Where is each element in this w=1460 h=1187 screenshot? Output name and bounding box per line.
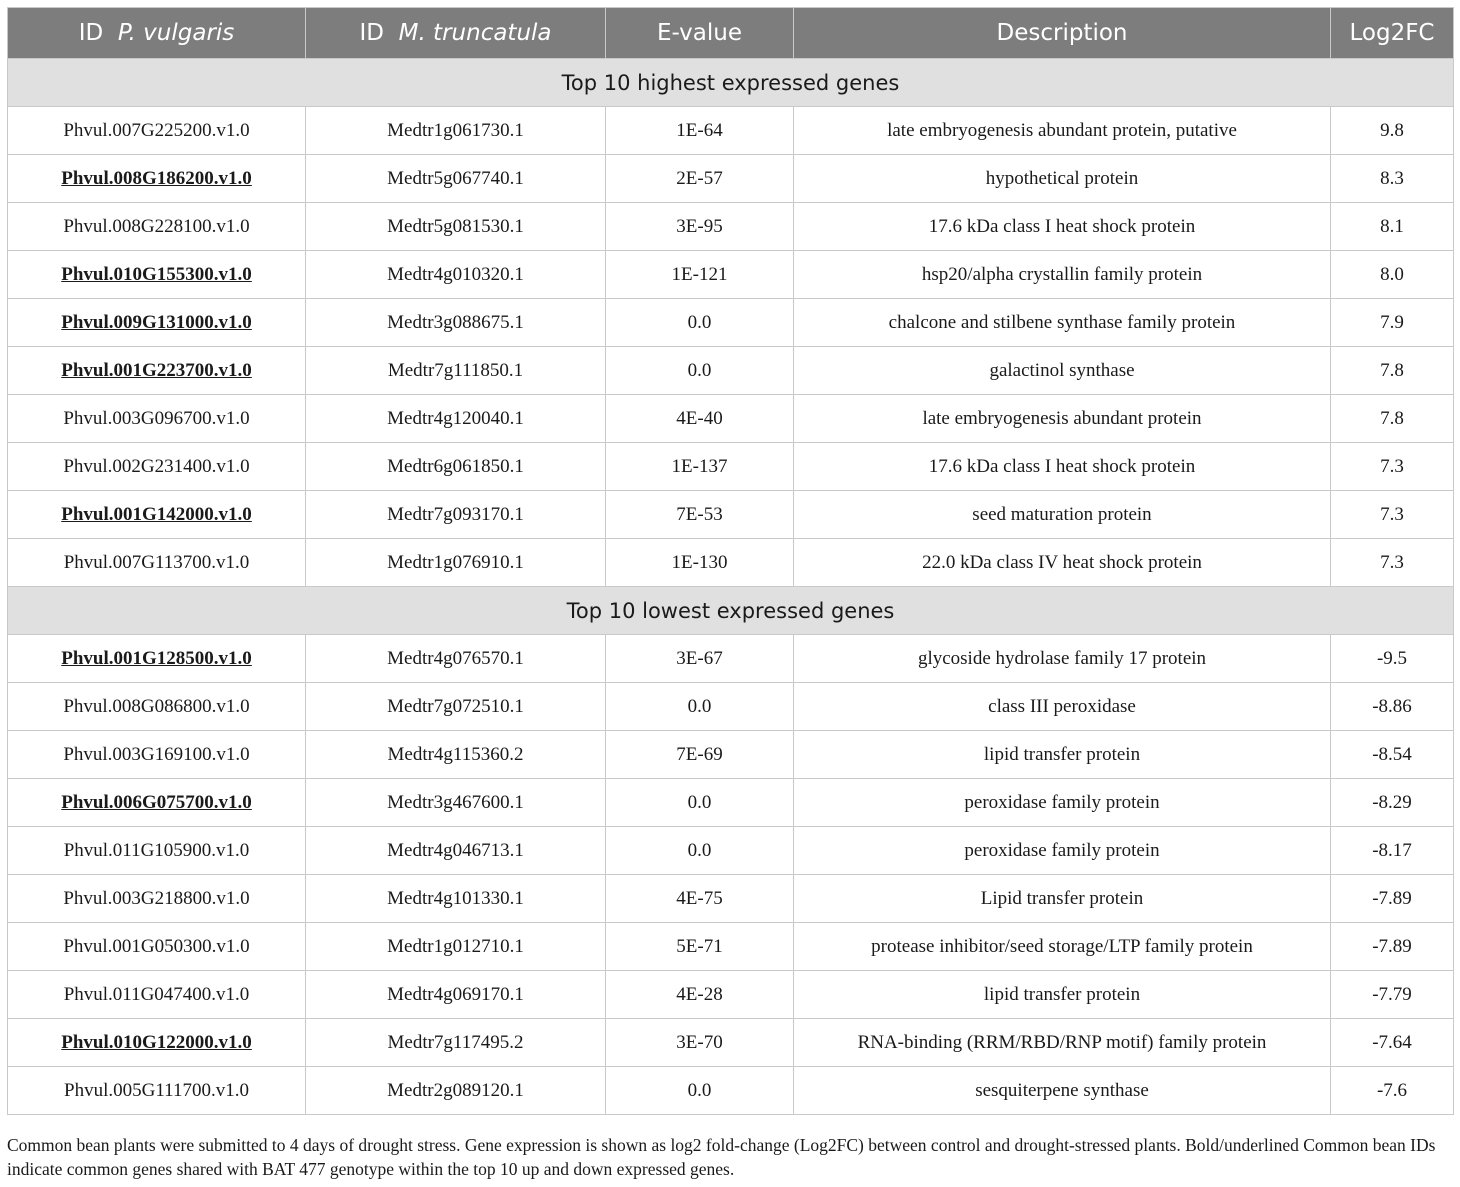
cell-log2fc: -9.5	[1331, 635, 1454, 683]
table-row	[8, 203, 1454, 251]
table-row	[8, 539, 1454, 587]
cell-pv-id: Phvul.008G186200.v1.0	[8, 155, 306, 203]
cell-evalue: 0.0	[606, 347, 794, 395]
cell-evalue: 3E-70	[606, 1019, 794, 1067]
cell-pv-id: Phvul.008G086800.v1.0	[8, 683, 306, 731]
cell-description: hsp20/alpha crystallin family protein	[794, 251, 1331, 299]
cell-description: hypothetical protein	[794, 155, 1331, 203]
cell-mt-id: Medtr7g111850.1	[306, 347, 606, 395]
cell-mt-id: Medtr7g093170.1	[306, 491, 606, 539]
cell-description: sesquiterpene synthase	[794, 1067, 1331, 1115]
cell-mt-id: Medtr3g467600.1	[306, 779, 606, 827]
table-row	[8, 1019, 1454, 1067]
cell-log2fc: 8.0	[1331, 251, 1454, 299]
cell-description: protease inhibitor/seed storage/LTP family protein	[794, 923, 1331, 971]
cell-description: class III peroxidase	[794, 683, 1331, 731]
cell-pv-id: Phvul.011G047400.v1.0	[8, 971, 306, 1019]
cell-log2fc: -8.17	[1331, 827, 1454, 875]
table-row	[8, 251, 1454, 299]
header-mt-id: ID M. truncatula	[306, 8, 606, 59]
cell-mt-id: Medtr4g046713.1	[306, 827, 606, 875]
cell-pv-id: Phvul.001G050300.v1.0	[8, 923, 306, 971]
cell-evalue: 0.0	[606, 779, 794, 827]
cell-log2fc: -8.29	[1331, 779, 1454, 827]
cell-mt-id: Medtr4g120040.1	[306, 395, 606, 443]
table-row	[8, 155, 1454, 203]
cell-mt-id: Medtr2g089120.1	[306, 1067, 606, 1115]
cell-evalue: 2E-57	[606, 155, 794, 203]
cell-pv-id: Phvul.003G096700.v1.0	[8, 395, 306, 443]
cell-evalue: 4E-75	[606, 875, 794, 923]
table-row	[8, 395, 1454, 443]
cell-description: 17.6 kDa class I heat shock protein	[794, 203, 1331, 251]
table-row	[8, 635, 1454, 683]
header-pv-id: ID P. vulgaris	[8, 8, 306, 59]
cell-evalue: 7E-69	[606, 731, 794, 779]
cell-mt-id: Medtr6g061850.1	[306, 443, 606, 491]
cell-mt-id: Medtr4g101330.1	[306, 875, 606, 923]
cell-pv-id: Phvul.005G111700.v1.0	[8, 1067, 306, 1115]
cell-log2fc: -7.64	[1331, 1019, 1454, 1067]
cell-log2fc: -7.79	[1331, 971, 1454, 1019]
cell-pv-id: Phvul.011G105900.v1.0	[8, 827, 306, 875]
cell-pv-id: Phvul.001G128500.v1.0	[8, 635, 306, 683]
table-row	[8, 1067, 1454, 1115]
cell-pv-id: Phvul.006G075700.v1.0	[8, 779, 306, 827]
cell-description: Lipid transfer protein	[794, 875, 1331, 923]
cell-evalue: 1E-64	[606, 107, 794, 155]
cell-log2fc: 8.3	[1331, 155, 1454, 203]
cell-evalue: 1E-130	[606, 539, 794, 587]
cell-log2fc: -7.6	[1331, 1067, 1454, 1115]
table-row	[8, 107, 1454, 155]
cell-log2fc: 7.8	[1331, 347, 1454, 395]
section-title: Top 10 highest expressed genes	[8, 59, 1454, 107]
cell-pv-id: Phvul.003G169100.v1.0	[8, 731, 306, 779]
cell-description: RNA-binding (RRM/RBD/RNP motif) family protein	[794, 1019, 1331, 1067]
cell-log2fc: 7.3	[1331, 539, 1454, 587]
table-row	[8, 347, 1454, 395]
table-row	[8, 443, 1454, 491]
cell-log2fc: -7.89	[1331, 923, 1454, 971]
cell-mt-id: Medtr4g076570.1	[306, 635, 606, 683]
cell-log2fc: 8.1	[1331, 203, 1454, 251]
cell-description: lipid transfer protein	[794, 731, 1331, 779]
table-row	[8, 971, 1454, 1019]
cell-log2fc: 7.8	[1331, 395, 1454, 443]
cell-mt-id: Medtr1g012710.1	[306, 923, 606, 971]
table-row	[8, 875, 1454, 923]
cell-log2fc: 7.3	[1331, 491, 1454, 539]
cell-evalue: 4E-28	[606, 971, 794, 1019]
cell-description: seed maturation protein	[794, 491, 1331, 539]
cell-evalue: 7E-53	[606, 491, 794, 539]
cell-mt-id: Medtr1g076910.1	[306, 539, 606, 587]
cell-pv-id: Phvul.007G113700.v1.0	[8, 539, 306, 587]
cell-evalue: 0.0	[606, 299, 794, 347]
cell-description: glycoside hydrolase family 17 protein	[794, 635, 1331, 683]
cell-evalue: 5E-71	[606, 923, 794, 971]
gene-expression-table	[7, 7, 1454, 1115]
cell-log2fc: -8.54	[1331, 731, 1454, 779]
table-row	[8, 779, 1454, 827]
cell-mt-id: Medtr4g069170.1	[306, 971, 606, 1019]
cell-description: galactinol synthase	[794, 347, 1331, 395]
cell-pv-id: Phvul.003G218800.v1.0	[8, 875, 306, 923]
cell-log2fc: -8.86	[1331, 683, 1454, 731]
cell-pv-id: Phvul.010G122000.v1.0	[8, 1019, 306, 1067]
cell-evalue: 4E-40	[606, 395, 794, 443]
cell-log2fc: 9.8	[1331, 107, 1454, 155]
cell-evalue: 1E-137	[606, 443, 794, 491]
header-log2fc: Log2FC	[1331, 8, 1454, 59]
cell-pv-id: Phvul.009G131000.v1.0	[8, 299, 306, 347]
table-row	[8, 299, 1454, 347]
cell-mt-id: Medtr5g081530.1	[306, 203, 606, 251]
cell-mt-id: Medtr4g115360.2	[306, 731, 606, 779]
cell-description: late embryogenesis abundant protein, putative	[794, 107, 1331, 155]
cell-pv-id: Phvul.001G223700.v1.0	[8, 347, 306, 395]
header-description: Description	[794, 8, 1331, 59]
section-title: Top 10 lowest expressed genes	[8, 587, 1454, 635]
table-caption: Common bean plants were submitted to 4 days of drought stress. Gene expression is shown as log2 fold-change (Log2FC) between control and drought-stressed plants. Bold/underlined Common bean IDs indicate common genes shared with BAT 477 genotype within the top 10 up and down expressed genes.	[7, 1135, 1436, 1179]
cell-mt-id: Medtr7g072510.1	[306, 683, 606, 731]
cell-pv-id: Phvul.010G155300.v1.0	[8, 251, 306, 299]
cell-mt-id: Medtr5g067740.1	[306, 155, 606, 203]
header-row	[8, 8, 1454, 59]
cell-evalue: 0.0	[606, 827, 794, 875]
cell-mt-id: Medtr4g010320.1	[306, 251, 606, 299]
cell-pv-id: Phvul.001G142000.v1.0	[8, 491, 306, 539]
table-row	[8, 683, 1454, 731]
cell-description: peroxidase family protein	[794, 779, 1331, 827]
cell-evalue: 3E-67	[606, 635, 794, 683]
cell-evalue: 3E-95	[606, 203, 794, 251]
cell-mt-id: Medtr7g117495.2	[306, 1019, 606, 1067]
section-header-row	[8, 59, 1454, 107]
table-row	[8, 827, 1454, 875]
cell-mt-id: Medtr1g061730.1	[306, 107, 606, 155]
cell-evalue: 1E-121	[606, 251, 794, 299]
cell-log2fc: -7.89	[1331, 875, 1454, 923]
table-body	[8, 59, 1454, 1115]
cell-mt-id: Medtr3g088675.1	[306, 299, 606, 347]
cell-description: late embryogenesis abundant protein	[794, 395, 1331, 443]
cell-evalue: 0.0	[606, 1067, 794, 1115]
cell-log2fc: 7.9	[1331, 299, 1454, 347]
cell-description: chalcone and stilbene synthase family protein	[794, 299, 1331, 347]
cell-pv-id: Phvul.002G231400.v1.0	[8, 443, 306, 491]
cell-log2fc: 7.3	[1331, 443, 1454, 491]
section-header-row	[8, 587, 1454, 635]
table-row	[8, 491, 1454, 539]
header-evalue: E-value	[606, 8, 794, 59]
cell-description: lipid transfer protein	[794, 971, 1331, 1019]
table-row	[8, 923, 1454, 971]
cell-pv-id: Phvul.008G228100.v1.0	[8, 203, 306, 251]
cell-description: peroxidase family protein	[794, 827, 1331, 875]
cell-pv-id: Phvul.007G225200.v1.0	[8, 107, 306, 155]
cell-evalue: 0.0	[606, 683, 794, 731]
cell-description: 17.6 kDa class I heat shock protein	[794, 443, 1331, 491]
cell-description: 22.0 kDa class IV heat shock protein	[794, 539, 1331, 587]
table-row	[8, 731, 1454, 779]
